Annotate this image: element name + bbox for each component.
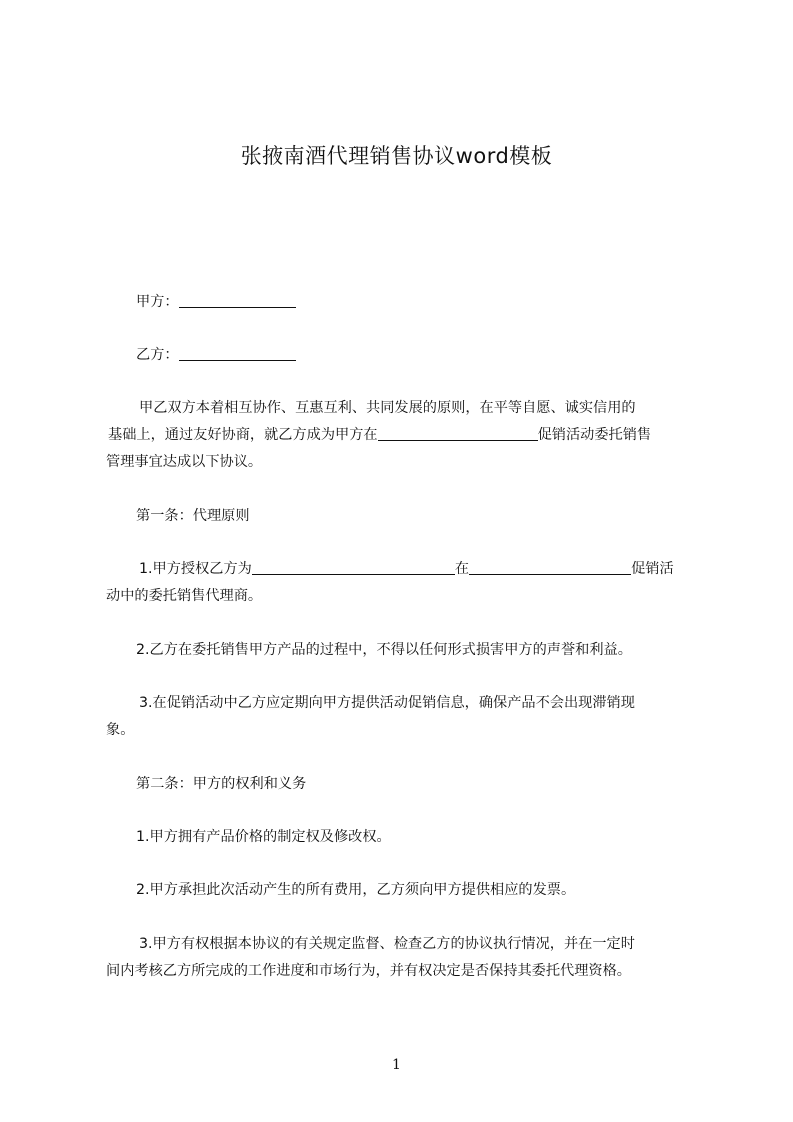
article-1-item-2: 2.乙方在委托销售甲方产品的过程中，不得以任何形式损害甲方的声誉和利益。 <box>136 642 632 658</box>
article-1-item-1-part-3: 促销活 <box>631 561 674 577</box>
intro-line-1: 甲乙双方本着相互协作、互惠互利、共同发展的原则，在平等自愿、诚实信用的 <box>139 400 636 416</box>
agent-name-blank <box>252 560 455 575</box>
article-1-item-3-line-2: 象。 <box>106 722 135 738</box>
page-number: 1 <box>392 1057 401 1073</box>
intro-line-2-before: 基础上，通过友好协商，就乙方成为甲方在 <box>108 427 378 443</box>
party-b-blank <box>179 346 296 361</box>
article-2-item-3-line-2: 间内考核乙方所完成的工作进度和市场行为，并有权决定是否保持其委托代理资格。 <box>106 963 631 979</box>
article-2-item-2: 2.甲方承担此次活动产生的所有费用，乙方须向甲方提供相应的发票。 <box>136 882 576 898</box>
article-1-item-1-part-2: 在 <box>454 561 470 577</box>
intro-line-2 <box>108 425 651 445</box>
party-a-label: 甲方： <box>136 294 179 310</box>
article-1-item-1-part-1: 1.甲方授权乙方为 <box>139 561 252 577</box>
party-a-line <box>136 292 296 312</box>
agent-location-blank <box>469 560 631 575</box>
party-b-label: 乙方： <box>136 347 179 363</box>
party-b-line <box>136 345 296 365</box>
promotion-location-blank <box>378 426 538 441</box>
article-1-item-1 <box>139 559 674 579</box>
document-title: 张掖南酒代理销售协议word模板 <box>240 144 553 168</box>
article-1-item-3: 3.在促销活动中乙方应定期向甲方提供活动促销信息，确保产品不会出现滞销现 <box>139 695 635 711</box>
intro-line-2-after: 促销活动委托销售 <box>537 427 652 443</box>
article-2-heading: 第二条：甲方的权利和义务 <box>136 776 307 792</box>
party-a-blank <box>179 293 296 308</box>
intro-line-3: 管理事宜达成以下协议。 <box>106 454 263 470</box>
article-2-item-3: 3.甲方有权根据本协议的有关规定监督、检查乙方的协议执行情况，并在一定时 <box>139 936 635 952</box>
article-1-item-1-line-2: 动中的委托销售代理商。 <box>106 588 263 604</box>
article-1-heading: 第一条：代理原则 <box>136 508 250 524</box>
article-2-item-1: 1.甲方拥有产品价格的制定权及修改权。 <box>136 829 391 845</box>
